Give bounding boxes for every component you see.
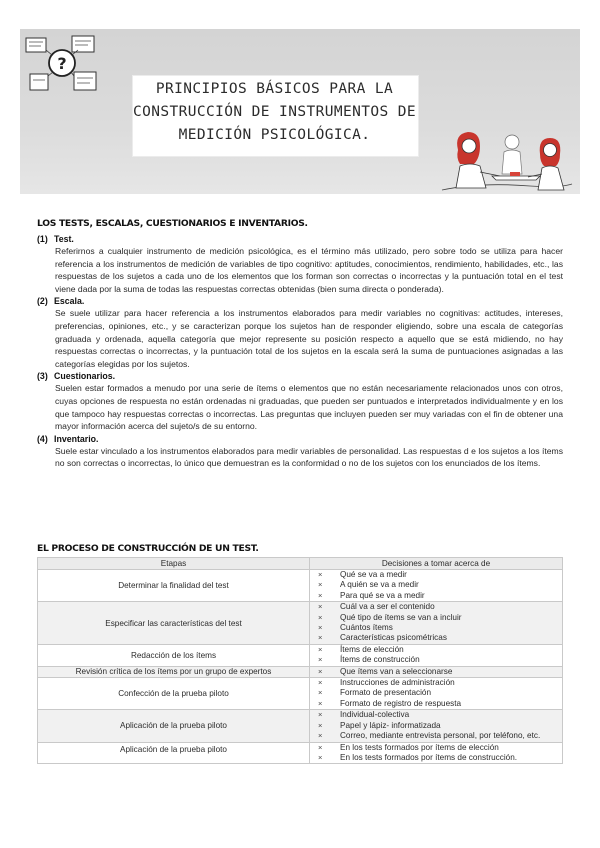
decisions-cell [310,710,563,742]
definition-test [37,233,563,295]
definition-heading: (3) Cuestionarios. [37,371,116,382]
definition-body: Suelen estar formados a menudo por una serie de ítems o elementos que no están necesariamente relacionados unos con otros, cuyas opciones de respuesta no están ordenadas ni graduadas, que pueden ser puntuados e interpretados individualmente y en los que tampoco hay respuestas correctas o incorrectas. Las preguntas que incluyen pueden ser muy variadas con el fin de obtener una mayor información acerca del sujeto/s de su entorno. [55,383,563,432]
definition-body: Se suele utilizar para hacer referencia a los instrumentos elaborados para medir variables no cognitivas: actitudes, intereses, preferencias, opiniones, etc., y se caracterizan porque los sujetos han de responder eligiendo, sobre una escala de categorías graduada y ordenada, aquella categoría que mejor represente su posición respecto a aquello que se está midiendo, no hay respuestas correctas o incorrectas, y la puntuación total de los sujetos en la escala será la suma de puntuaciones asignadas a las categorías elegidas por los sujetos. [55,308,563,369]
stage-cell: Aplicación de la prueba piloto [38,710,310,742]
decisions-cell [310,602,563,645]
question-notes-illustration [22,30,104,98]
column-header-etapas: Etapas [38,558,310,570]
decision-item: × Cuántos ítems [318,623,393,633]
definition-heading: (2) Escala. [37,296,85,307]
table-row [38,644,563,666]
decision-item: × En los tests formados por ítems de elección [318,742,499,752]
title-line-2: CONSTRUCCIÓN DE INSTRUMENTOS DE [132,104,417,120]
table-header-row [38,558,563,570]
definition-body: Referirnos a cualquier instrumento de medición psicológica, es el término más utilizado, pero sobre todo se utiliza para hacer referencia a los instrumentos de medición de variables de tipo cognitivo: aptitudes, conocimientos, rendimiento, habilidades, etc., las respuestas de los sujetos a cada uno de los elementos que los forman son correctas o incorrectas y la puntuación total en el test viene dada por la suma de todas las respuestas correctas obtenidas (bien suma directa o ponderada). [55,246,563,294]
definition-heading: (1) Test. [37,234,74,244]
construction-steps-table [37,557,563,764]
title-line-1: PRINCIPIOS BÁSICOS PARA LA [155,81,394,97]
decision-item: × Características psicométricas [318,633,447,643]
decision-item: × Papel y lápiz- informatizada [318,720,441,730]
table-row [38,678,563,710]
decision-item: × Formato de presentación [318,688,432,698]
column-header-decisiones: Decisiones a tomar acerca de [310,558,563,570]
decisions-cell [310,742,563,764]
stage-cell: Especificar las características del test [38,602,310,645]
decision-item: × Que ítems van a seleccionarse [318,666,453,676]
decisions-cell [310,666,563,677]
stage-cell: Confección de la prueba piloto [38,678,310,710]
definition-heading: (4) Inventario. [37,433,99,444]
decision-item: × Qué se va a medir [318,570,407,579]
definition-inventario [37,433,563,470]
decision-item: × Para qué se va a medir [318,590,425,600]
definition-body: Suele estar vinculado a los instrumentos elaborados para medir variables de personalidad. Las respuestas d e los sujetos a los ítems no son correctas o incorrectas, lo único que demuestran es la conformidad o no de los sujetos con los enunciados de los ítems. [55,445,563,469]
decision-item: × Cuál va a ser el contenido [318,602,435,612]
table-row [38,666,563,677]
definitions-list [37,233,563,470]
decisions-cell [310,644,563,666]
page-title [132,78,417,147]
decision-item: × Instrucciones de administración [318,678,455,688]
table-row [38,742,563,764]
decision-item: × Formato de registro de respuesta [318,698,462,708]
section-heading-proceso: EL PROCESO DE CONSTRUCCIÓN DE UN TEST. [37,543,259,554]
decisions-cell [310,570,563,602]
table-row [38,710,563,742]
decisions-cell [310,678,563,710]
stage-cell: Redacción de los ítems [38,644,310,666]
section-heading-tests: LOS TESTS, ESCALAS, CUESTIONARIOS E INVENTARIOS. [37,218,308,229]
decision-item: × En los tests formados por ítems de construcción. [318,752,518,762]
stage-cell: Aplicación de la prueba piloto [38,742,310,764]
consultation-illustration [440,124,574,194]
title-line-3: MEDICIÓN PSICOLÓGICA. [178,127,371,143]
stage-cell: Determinar la finalidad del test [38,570,310,602]
table-row [38,570,563,602]
decision-item: × Correo, mediante entrevista personal, por teléfono, etc. [318,731,541,741]
decision-item: × Ítems de construcción [318,655,420,665]
definition-cuestionarios [37,370,563,432]
table-row [38,602,563,645]
decision-item: × Qué tipo de ítems se van a incluir [318,612,462,622]
definition-escala [37,295,563,370]
stage-cell: Revisión crítica de los ítems por un grupo de expertos [38,666,310,677]
decision-item: × A quién se va a medir [318,580,419,590]
decision-item: × Ítems de elección [318,644,404,654]
decision-item: × Individual-colectiva [318,710,410,720]
svg-text:?: ? [57,54,67,73]
